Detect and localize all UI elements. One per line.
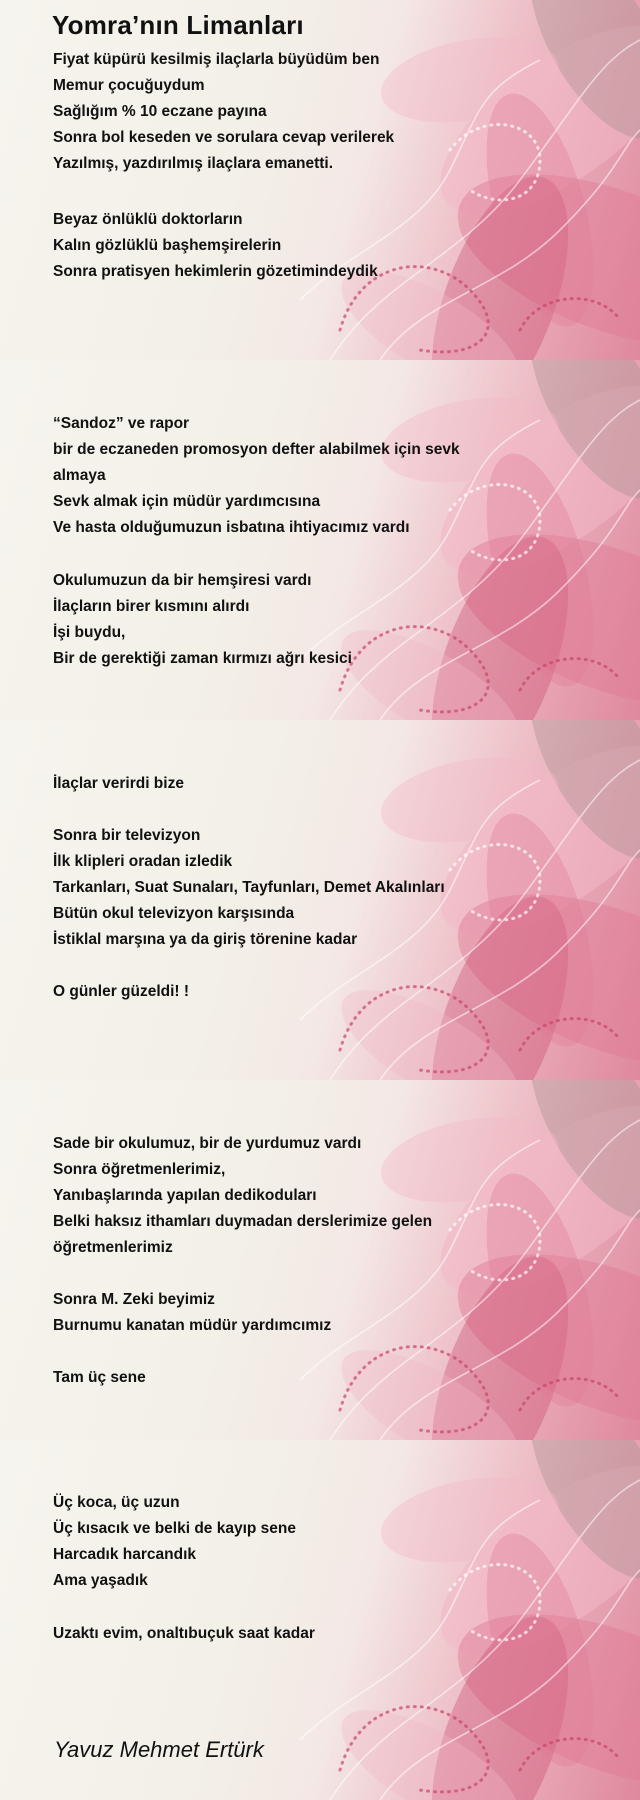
poem-line: Sonra bol keseden ve sorulara cevap verilerek [53,129,395,146]
poem-line: İşi buydu, [53,624,126,641]
poem-line: İlk klipleri oradan izledik [53,853,233,870]
stanza [53,823,445,953]
poem-line: Üç kısacık ve belki de kayıp sene [53,1520,296,1537]
poem-line: “Sandoz” ve rapor [53,415,190,432]
poem-line: O günler güzeldi! ! [53,983,190,1000]
poem-line: Tam üç sene [53,1369,146,1386]
stanza [53,1131,432,1261]
poem-line: Sonra M. Zeki beyimiz [53,1291,215,1308]
poem-line: almaya [53,467,106,484]
poem-line: Bütün okul televizyon karşısında [53,905,295,922]
stanza [53,1490,296,1594]
stanza [53,411,460,541]
poem-title: Yomra’nın Limanları [52,10,304,40]
poem-line: Kalın gözlüklü başhemşirelerin [53,237,282,254]
poem-line: İstiklal marşına ya da giriş törenine kadar [53,931,358,948]
poem-line: Sonra pratisyen hekimlerin gözetimindeydik [53,263,378,280]
stanza [53,1365,146,1391]
poem-line: Beyaz önlüklü doktorların [53,211,243,228]
poem-line: Harcadık harcandık [53,1546,197,1563]
stanza [53,568,352,672]
poem-line: Sonra bir televizyon [53,827,201,844]
poem-line: Ve hasta olduğumuzun isbatına ihtiyacımız vardı [53,519,410,536]
poem-line: Sevk almak için müdür yardımcısına [53,493,321,510]
poem-line: Tarkanları, Suat Sunaları, Tayfunları, Demet Akalınları [53,879,445,896]
stanza [53,771,184,797]
poem-line: Sağlığım % 10 eczane payına [53,103,267,120]
poem-line: İlaçların birer kısmını alırdı [53,598,250,615]
poem-line: Okulumuzun da bir hemşiresi vardı [53,572,312,589]
poem-line: bir de eczaneden promosyon defter alabilmek için sevk [53,441,460,458]
stanza [53,979,189,1005]
stanza [53,1287,331,1339]
poem-line: Sade bir okulumuz, bir de yurdumuz vardı [53,1135,362,1152]
stanza [53,207,378,285]
poem-line: Belki haksız ithamları duymadan derslerimize gelen [53,1213,433,1230]
poem-line: Burnumu kanatan müdür yardımcımız [53,1317,332,1334]
poem-line: Sonra öğretmenlerimiz, [53,1161,226,1178]
poem-line: Fiyat küpürü kesilmiş ilaçlarla büyüdüm ben [53,51,380,68]
author-name: Yavuz Mehmet Ertürk [54,1737,264,1762]
poem-line: Üç koca, üç uzun [53,1494,180,1511]
poem-line: Uzaktı evim, onaltıbuçuk saat kadar [53,1625,315,1642]
stanza [53,47,394,177]
poem-line: Memur çocuğuydum [53,77,205,94]
poem-line: İlaçlar verirdi bize [53,775,184,792]
poem-line: Yanıbaşlarında yapılan dedikoduları [53,1187,317,1204]
poem-line: öğretmenlerimiz [53,1239,173,1256]
stanza [53,1621,315,1647]
poem-line: Yazılmış, yazdırılmış ilaçlara emanetti. [53,155,333,172]
poem-line: Ama yaşadık [53,1572,148,1589]
poem-line: Bir de gerektiği zaman kırmızı ağrı kesici [53,650,352,667]
